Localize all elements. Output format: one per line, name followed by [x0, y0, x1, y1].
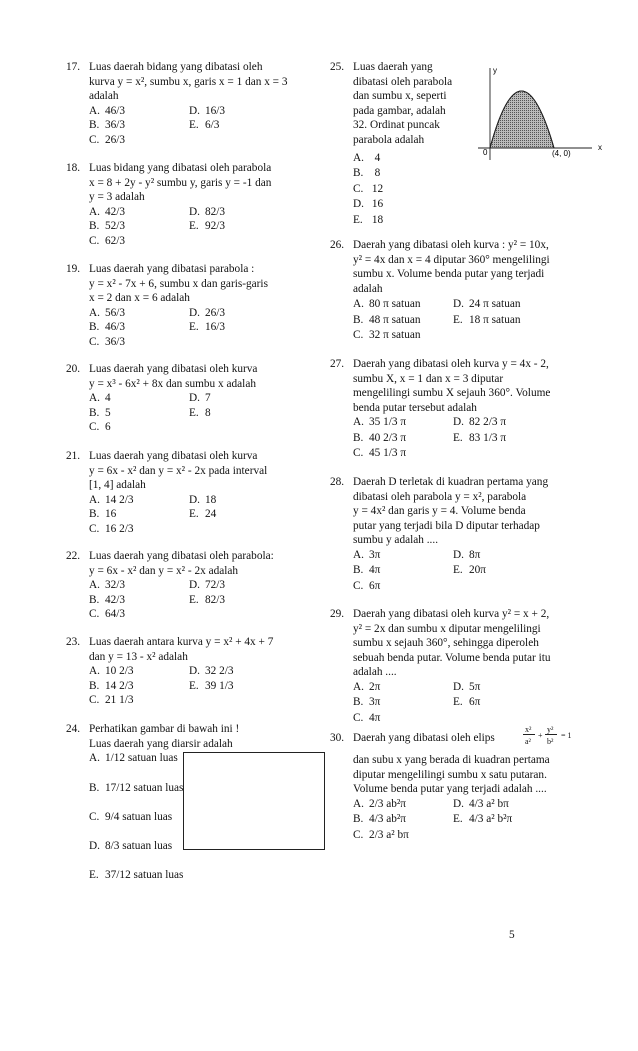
- question-26: [330, 238, 575, 341]
- stem-line: sumbu x sejauh 360°, sehingga diperoleh: [353, 637, 539, 650]
- option-b: B. 3π: [353, 696, 381, 709]
- option-d: D. 4/3 a² bπ: [453, 797, 509, 810]
- option-b: B. 36/3: [89, 119, 126, 132]
- option-a: A. 32/3: [89, 579, 126, 592]
- stem-line: Daerah yang dibatasi oleh kurva y² = x + 2,: [353, 608, 550, 620]
- stem-line: Luas daerah yang dibatasi oleh kurva: [89, 450, 258, 462]
- option-a: A. 1/12 satuan luas: [89, 752, 178, 765]
- option-c: C. 26/3: [89, 133, 126, 146]
- option-a: A. 10 2/3: [89, 665, 134, 678]
- question-29: [330, 607, 575, 724]
- option-e: E. 24: [189, 508, 217, 521]
- option-b: B. 40 2/3 π: [353, 431, 407, 444]
- option-b: B. 5: [89, 406, 111, 419]
- stem-line: putar yang terjadi bila D diputar terhadap: [353, 519, 540, 532]
- stem-line: sumbu x. Volume benda putar yang terjadi: [353, 268, 545, 281]
- question-number: 26.: [330, 239, 345, 251]
- option-a: A. 80 π satuan: [353, 298, 421, 311]
- stem-line: y = 6x - x² dan y = x² - 2x adalah: [89, 564, 239, 577]
- option-d: D. 82 2/3 π: [453, 416, 507, 429]
- option-d: D. 72/3: [189, 579, 226, 592]
- option-c: C. 4π: [353, 711, 381, 724]
- option-b: B. 46/3: [89, 321, 126, 334]
- stem-line: adalah: [353, 282, 383, 295]
- option-a: A. 3π: [353, 548, 381, 561]
- stem-line: dibatasi oleh parabola: [353, 75, 453, 88]
- option-c: C. 2/3 a² bπ: [353, 828, 409, 841]
- option-a: A. 2/3 ab²π: [353, 797, 407, 810]
- option-c: C. 6π: [353, 579, 381, 592]
- stem-line: parabola adalah: [353, 133, 425, 146]
- stem-line: Luas daerah yang diarsir adalah: [89, 737, 233, 750]
- option-e: E. 4/3 a² b²π: [453, 813, 513, 826]
- option-a: A. 4: [89, 392, 111, 405]
- stem-line: diputar mengelilingi sumbu x satu putaran.: [353, 768, 547, 781]
- option-e: E. 39 1/3: [189, 679, 234, 692]
- stem-line-ellipse: Daerah yang dibatasi oleh elips x² a² + y² b² = 1: [353, 731, 575, 753]
- option-e: E. 6/3: [189, 119, 220, 132]
- stem-line: Luas daerah antara kurva y = x² + 4x + 7: [89, 636, 274, 648]
- stem-line: dan subu x yang berada di kuadran pertama: [353, 754, 550, 766]
- option-d: D. 82/3: [189, 205, 226, 218]
- stem-line: y = x² - 7x + 6, sumbu x dan garis-garis: [89, 277, 268, 290]
- question-30: [330, 725, 575, 841]
- x-axis-label: x: [598, 143, 602, 152]
- option-e: E. 20π: [453, 564, 487, 577]
- parabola-figure: [476, 60, 608, 166]
- option-b: B. 17/12 satuan luas: [89, 782, 184, 795]
- option-e: E. 92/3: [189, 220, 226, 233]
- option-d: D. 32 2/3: [189, 665, 234, 678]
- option-a: A. 2π: [353, 680, 381, 693]
- option-d: D. 18: [189, 493, 217, 506]
- option-c: C. 36/3: [89, 335, 126, 348]
- question-23: [66, 635, 308, 708]
- stem-line: Luas bidang yang dibatasi oleh parabola: [89, 162, 272, 174]
- stem-line: sumbu X, x = 1 dan x = 3 diputar: [353, 372, 504, 385]
- stem-line: Daerah yang dibatasi oleh kurva : y² = 10x,: [353, 239, 549, 251]
- question-28: [330, 475, 575, 592]
- question-21: [66, 449, 308, 537]
- option-c: C. 6: [89, 421, 111, 434]
- option-e: E. 82/3: [189, 593, 226, 606]
- stem-line: Luas daerah yang dibatasi oleh parabola:: [89, 550, 274, 562]
- stem-line: y = 6x - x² dan y = x² - 2x pada interval: [89, 464, 268, 477]
- option-e: E. 6π: [453, 696, 481, 709]
- option-e: E. 83 1/3 π: [453, 431, 507, 444]
- option-e: E. 16/3: [189, 321, 226, 334]
- option-c: C. 9/4 satuan luas: [89, 811, 173, 824]
- question-number: 29.: [330, 608, 345, 620]
- option-d: D. 8π: [453, 548, 481, 561]
- stem-line: dibatasi oleh parabola y = x², parabola: [353, 490, 527, 503]
- option-d: D. 24 π satuan: [453, 298, 521, 311]
- question-number: 17.: [66, 61, 81, 73]
- option-b: B. 4π: [353, 564, 381, 577]
- stem-line: y² = 4x dan x = 4 diputar 360° mengelilingi: [353, 253, 550, 266]
- option-a: A. 42/3: [89, 205, 126, 218]
- option-b: B. 8: [353, 167, 381, 180]
- question-number: 19.: [66, 263, 81, 275]
- question-27: [330, 357, 575, 459]
- question-18: [66, 161, 308, 249]
- stem-line: Daerah yang dibatasi oleh kurva y = 4x - 2,: [353, 358, 549, 370]
- question-number: 25.: [330, 61, 345, 73]
- question-25: [330, 60, 464, 231]
- stem-line: y² = 2x dan sumbu x diputar mengelilingi: [353, 622, 541, 635]
- origin-label: 0: [483, 148, 488, 157]
- stem-line: Luas daerah yang: [353, 61, 433, 73]
- stem-line: Luas daerah bidang yang dibatasi oleh: [89, 61, 263, 73]
- option-b: B. 16: [89, 508, 117, 521]
- option-d: D. 26/3: [189, 306, 226, 319]
- ellipse-equation: x² a² + y² b² = 1: [525, 725, 572, 746]
- question-22: [66, 549, 308, 622]
- option-c: C. 62/3: [89, 234, 126, 247]
- stem-line: 32. Ordinat puncak: [353, 119, 440, 132]
- stem-line: dan sumbu x, seperti: [353, 90, 447, 103]
- option-c: C. 32 π satuan: [353, 329, 421, 342]
- stem-line: Daerah D terletak di kuadran pertama yang: [353, 476, 549, 488]
- option-d: D. 16/3: [189, 104, 226, 117]
- option-e: E. 18: [353, 213, 384, 226]
- stem-line: x = 2 dan x = 6 adalah: [89, 292, 190, 305]
- option-a: A. 35 1/3 π: [353, 416, 407, 429]
- question-number: 22.: [66, 550, 81, 562]
- question-number: 24.: [66, 723, 81, 735]
- stem-line: x = 8 + 2y - y² sumbu y, garis y = -1 dan: [89, 176, 272, 189]
- option-c: C. 45 1/3 π: [353, 447, 407, 460]
- stem-line: y = x³ - 6x² + 8x dan sumbu x adalah: [89, 377, 256, 390]
- option-a: A. 46/3: [89, 104, 126, 117]
- stem-line: adalah: [89, 90, 119, 103]
- stem-line: Volume benda putar yang terjadi adalah ....: [353, 783, 547, 796]
- stem-line: Perhatikan gambar di bawah ini !: [89, 723, 240, 735]
- question-number: 21.: [66, 450, 81, 462]
- option-e: E. 8: [189, 406, 211, 419]
- stem-line: dan y = 13 - x² adalah: [89, 650, 188, 663]
- stem-line: kurva y = x², sumbu x, garis x = 1 dan x = 3: [89, 75, 288, 88]
- y-axis-label: y: [493, 66, 497, 75]
- stem-line: mengelilingi sumbu X sejauh 360°. Volume: [353, 387, 551, 400]
- option-c: C. 21 1/3: [89, 694, 134, 707]
- question-19: [66, 262, 308, 350]
- stem-line: y = 3 adalah: [89, 191, 145, 204]
- question-20: [66, 362, 308, 435]
- stem-line: benda putar tersebut adalah: [353, 401, 477, 414]
- question-number: 27.: [330, 358, 345, 370]
- option-b: B. 42/3: [89, 593, 126, 606]
- option-c: C. 12: [353, 182, 384, 195]
- option-b: B. 52/3: [89, 220, 126, 233]
- option-d: D. 7: [189, 392, 211, 405]
- stem-line: Luas daerah yang dibatasi oleh kurva: [89, 363, 258, 375]
- question-number: 23.: [66, 636, 81, 648]
- stem-line: adalah ....: [353, 666, 397, 679]
- stem-line: sumbu y adalah ....: [353, 534, 439, 547]
- question-number: 20.: [66, 363, 81, 375]
- question-number: 30.: [330, 732, 345, 744]
- stem-line: sebuah benda putar. Volume benda putar itu: [353, 651, 551, 664]
- question-number: 18.: [66, 162, 81, 174]
- page-number: 5: [509, 929, 515, 941]
- stem-line: pada gambar, adalah: [353, 104, 446, 117]
- option-d: D. 16: [353, 198, 384, 211]
- option-e: E. 37/12 satuan luas: [89, 869, 184, 882]
- option-b: B. 14 2/3: [89, 679, 134, 692]
- option-c: C. 64/3: [89, 608, 126, 621]
- stem-line: Luas daerah yang dibatasi parabola :: [89, 263, 255, 275]
- option-d: D. 5π: [453, 680, 481, 693]
- figure-box: [183, 752, 325, 850]
- stem-line: [1, 4] adalah: [89, 479, 146, 492]
- question-17: [66, 60, 308, 148]
- option-d: D. 8/3 satuan luas: [89, 840, 173, 853]
- option-b: B. 4/3 ab²π: [353, 813, 407, 826]
- option-a: A. 14 2/3: [89, 493, 134, 506]
- option-e: E. 18 π satuan: [453, 313, 521, 326]
- stem-line: y = 4x² dan garis y = 4. Volume benda: [353, 505, 526, 518]
- option-b: B. 48 π satuan: [353, 313, 421, 326]
- point-label: (4, 0): [552, 149, 571, 158]
- option-a: A. 56/3: [89, 306, 126, 319]
- option-a: A. 4: [353, 151, 381, 164]
- question-number: 28.: [330, 476, 345, 488]
- option-c: C. 16 2/3: [89, 522, 134, 535]
